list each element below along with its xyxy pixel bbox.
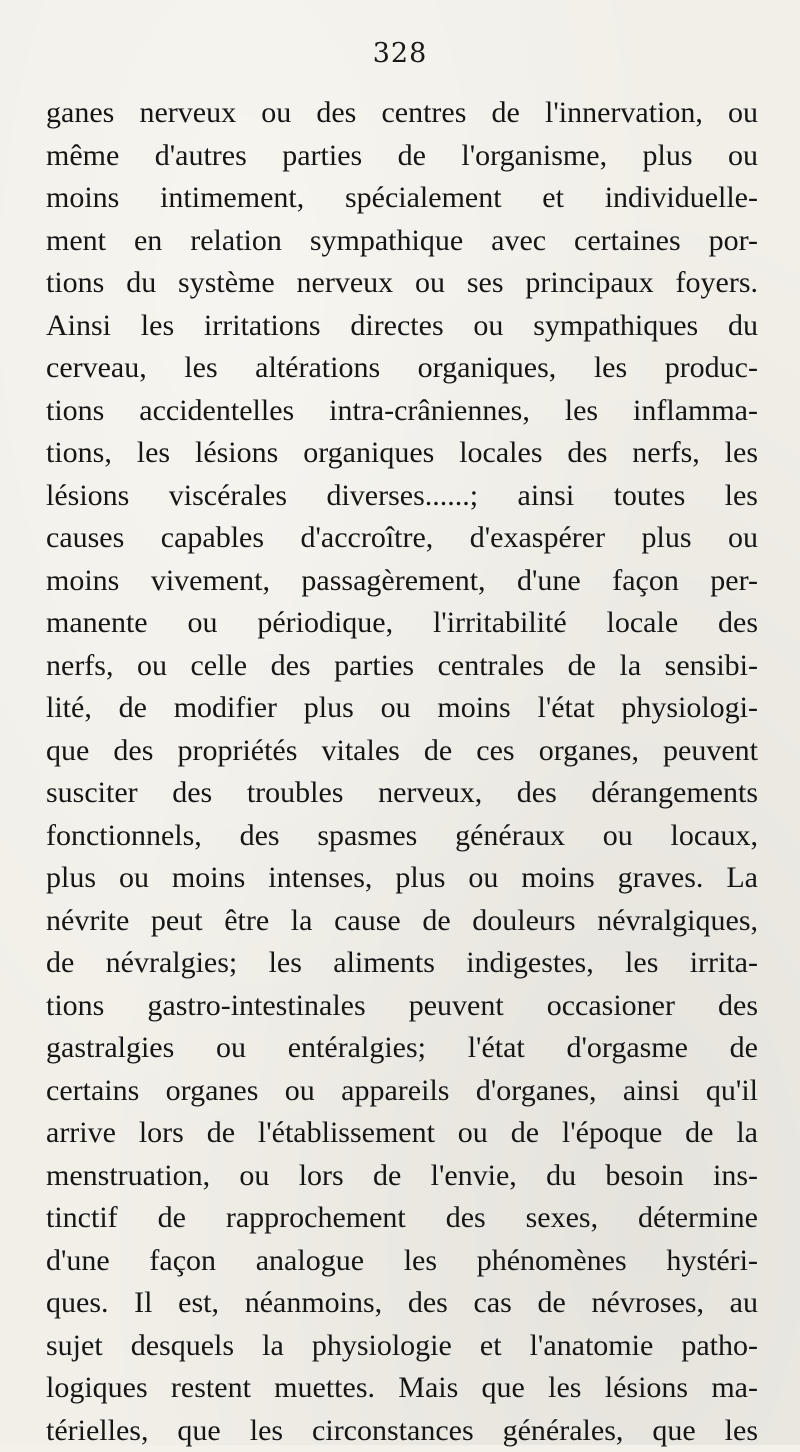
text-line: que des propriétés vitales de ces organes, peuvent: [46, 730, 758, 773]
page-number: 328: [0, 38, 800, 69]
text-line: moins intimement, spécialement et individuelle-: [46, 177, 758, 220]
text-line: lité, de modifier plus ou moins l'état physiologi-: [46, 687, 758, 730]
text-line: arrive lors de l'établissement ou de l'époque de la: [46, 1112, 758, 1155]
text-line: ganes nerveux ou des centres de l'innervation, ou: [46, 92, 758, 135]
text-line: ment en relation sympathique avec certaines por-: [46, 220, 758, 263]
text-line: ques. Il est, néanmoins, des cas de névroses, au: [46, 1282, 758, 1325]
text-line: tions gastro-intestinales peuvent occasioner des: [46, 985, 758, 1028]
text-line: menstruation, ou lors de l'envie, du besoin ins-: [46, 1155, 758, 1198]
text-line: térielles, que les circonstances générales, que les: [46, 1410, 758, 1452]
text-line: fonctionnels, des spasmes généraux ou locaux,: [46, 815, 758, 858]
text-line: névrite peut être la cause de douleurs névralgiques,: [46, 900, 758, 943]
text-line: moins vivement, passagèrement, d'une façon per-: [46, 560, 758, 603]
text-line: tions accidentelles intra-crâniennes, les inflamma-: [46, 390, 758, 433]
text-line: tions du système nerveux ou ses principaux foyers.: [46, 262, 758, 305]
text-line: logiques restent muettes. Mais que les lésions ma-: [46, 1367, 758, 1410]
text-line: nerfs, ou celle des parties centrales de la sensibi-: [46, 645, 758, 688]
text-line: sujet desquels la physiologie et l'anatomie patho-: [46, 1325, 758, 1368]
body-text: [46, 92, 758, 1452]
text-line: causes capables d'accroître, d'exaspérer plus ou: [46, 517, 758, 560]
text-line: lésions viscérales diverses......; ainsi toutes les: [46, 475, 758, 518]
text-line: susciter des troubles nerveux, des dérangements: [46, 772, 758, 815]
text-line: Ainsi les irritations directes ou sympathiques du: [46, 305, 758, 348]
text-line: tinctif de rapprochement des sexes, détermine: [46, 1197, 758, 1240]
text-line: d'une façon analogue les phénomènes hystéri-: [46, 1240, 758, 1283]
text-line: certains organes ou appareils d'organes, ainsi qu'il: [46, 1070, 758, 1113]
text-line: de névralgies; les aliments indigestes, les irrita-: [46, 942, 758, 985]
text-line: gastralgies ou entéralgies; l'état d'orgasme de: [46, 1027, 758, 1070]
text-line: cerveau, les altérations organiques, les produc-: [46, 347, 758, 390]
text-line: manente ou périodique, l'irritabilité locale des: [46, 602, 758, 645]
text-line: plus ou moins intenses, plus ou moins graves. La: [46, 857, 758, 900]
text-line: même d'autres parties de l'organisme, plus ou: [46, 135, 758, 178]
text-line: tions, les lésions organiques locales des nerfs, les: [46, 432, 758, 475]
